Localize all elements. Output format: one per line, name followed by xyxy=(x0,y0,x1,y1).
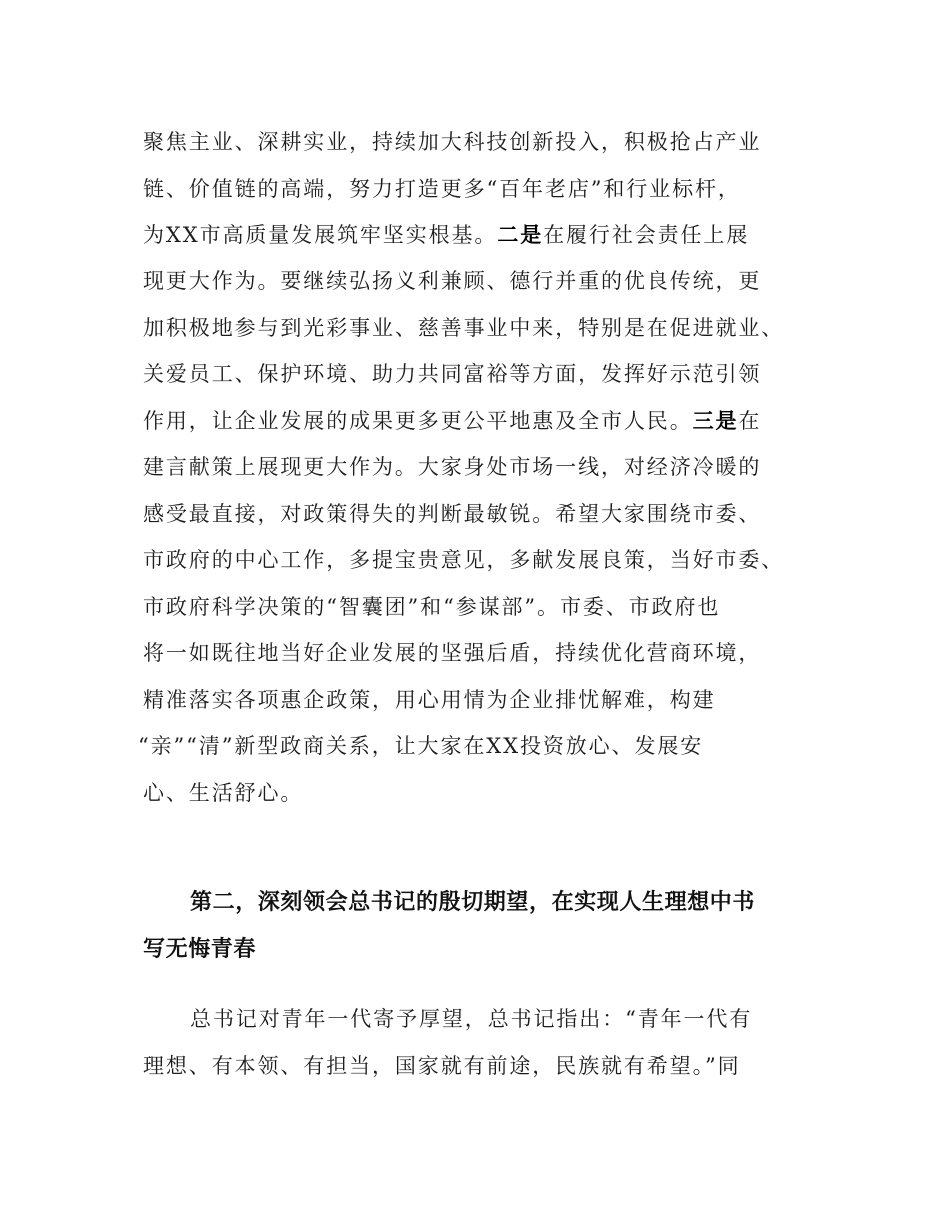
text-line: 市政府的中心工作，多提宝贵意见，多献发展良策，当好市委、 xyxy=(143,548,785,572)
text-line: 聚焦主业、深耕实业，持续加大科技创新投入，积极抢占产业 xyxy=(143,130,762,154)
text-line: 现更大作为。要继续弘扬义利兼顾、德行并重的优良传统，更 xyxy=(143,269,762,293)
text-segment: 为XX市高质量发展筑牢坚实根基。 xyxy=(143,223,498,247)
text-segment: 在 xyxy=(738,409,762,433)
text-line xyxy=(143,408,761,434)
text-line: 总书记对青年一代寄予厚望，总书记指出：“青年一代有 xyxy=(190,1007,753,1031)
text-line: 加积极地参与到光彩事业、慈善事业中来，特别是在促进就业、 xyxy=(143,316,785,340)
text-line: 理想、有本领、有担当，国家就有前途，民族就有希望。”同 xyxy=(143,1054,741,1078)
heading-line: 写无悔青春 xyxy=(143,937,257,962)
text-line xyxy=(143,222,749,248)
text-segment: 作用，让企业发展的成果更多更公平地惠及全市人民。 xyxy=(143,409,693,433)
text-segment: 在履行社会责任上展 xyxy=(543,223,750,247)
text-line: “亲”“清”新型政商关系，让大家在XX投资放心、发展安 xyxy=(138,734,704,758)
text-line: 市政府科学决策的“智囊团”和“参谋部”。市委、市政府也 xyxy=(143,595,721,619)
bold-marker-two: 二是 xyxy=(497,223,544,247)
text-line: 将一如既往地当好企业发展的坚强后盾，持续优化营商环境， xyxy=(143,641,762,665)
bold-marker-three: 三是 xyxy=(692,409,739,433)
text-line: 感受最直接，对政策得失的判断最敏锐。希望大家围绕市委、 xyxy=(143,502,762,526)
text-line: 心、生活舒心。 xyxy=(143,781,304,805)
text-line: 建言献策上展现更大作为。大家身处市场一线，对经济冷暖的 xyxy=(143,455,762,479)
text-line: 链、价值链的高端，努力打造更多“百年老店”和行业标杆， xyxy=(143,177,741,201)
text-line: 精准落实各项惠企政策，用心用情为企业排忧解难，构建 xyxy=(143,688,716,712)
heading-line: 第二，深刻领会总书记的殷切期望，在实现人生理想中书 xyxy=(190,890,756,915)
text-line: 关爱员工、保护环境、助力共同富裕等方面，发挥好示范引领 xyxy=(143,362,762,386)
